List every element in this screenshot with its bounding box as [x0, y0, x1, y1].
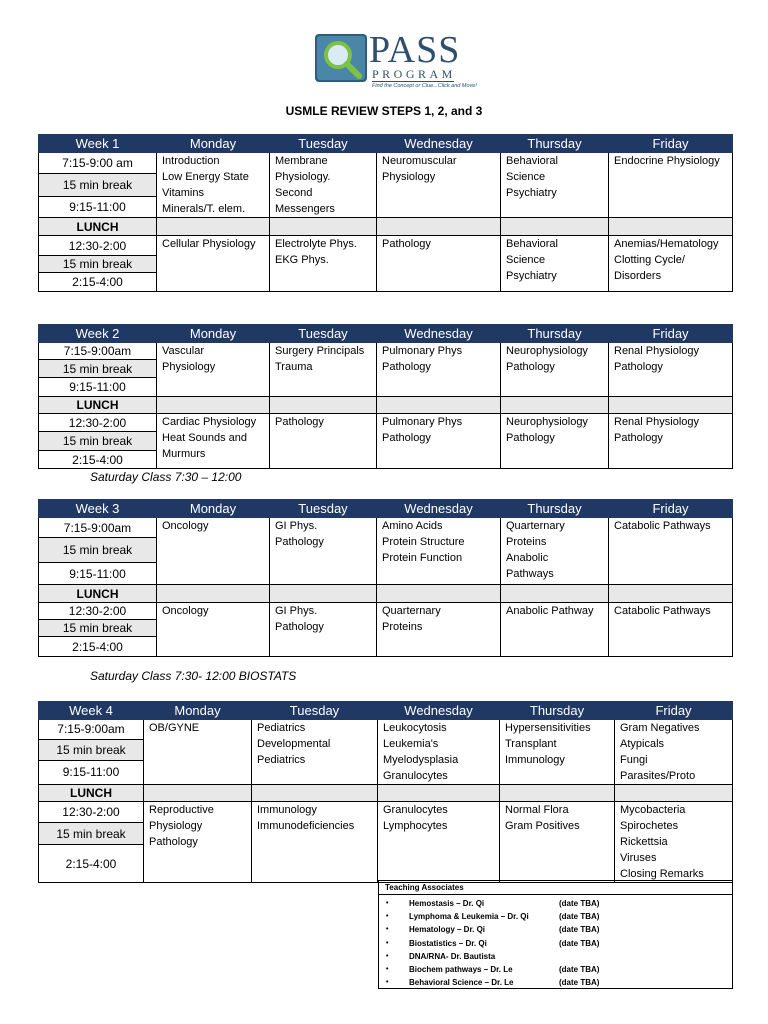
schedule-table-week2: [38, 324, 733, 469]
bullet-icon: •: [386, 952, 389, 960]
day-header: Monday: [157, 135, 270, 153]
time-slot: 9:15-11:00: [39, 197, 157, 218]
time-slot: 12:30-2:00: [39, 603, 157, 620]
teaching-associates-box: [378, 880, 733, 989]
lunch-cell: [377, 218, 501, 236]
schedule-table-week1: [38, 134, 733, 292]
day-header: Tuesday: [270, 135, 377, 153]
bullet-icon: •: [386, 913, 389, 921]
day-header: Wednesday: [378, 702, 500, 720]
week-label: Week 4: [39, 702, 144, 720]
time-slot: 9:15-11:00: [39, 378, 157, 397]
session-cell: OB/GYNE: [144, 720, 252, 785]
session-cell: Catabolic Pathways: [609, 518, 733, 585]
time-slot: 12:30-2:00: [39, 414, 157, 432]
lunch-cell: [377, 397, 501, 414]
session-cell: Pulmonary Phys Pathology: [377, 343, 501, 397]
bullet-icon: •: [386, 900, 389, 907]
table-header-row: [39, 325, 733, 343]
logo-program: PROGRAM: [372, 67, 456, 81]
session-cell: Pathology: [377, 236, 501, 292]
teaching-associates-list: [379, 897, 732, 989]
time-slot: 15 min break: [39, 256, 157, 273]
time-slot: 7:15-9:00am: [39, 720, 144, 740]
time-slot: 15 min break: [39, 360, 157, 378]
time-slot: 7:15-9:00am: [39, 518, 157, 538]
list-item: [379, 910, 732, 923]
session-cell: Behavioral Science Psychiatry: [501, 153, 609, 218]
associate-name: Hemostasis – Dr. Qi: [409, 899, 485, 908]
day-header: Tuesday: [252, 702, 378, 720]
lunch-cell: [144, 785, 252, 802]
session-cell: Normal Flora Gram Positives: [500, 802, 615, 883]
session-cell: Granulocytes Lymphocytes: [378, 802, 500, 883]
magnifier-logo-icon: [315, 34, 367, 82]
session-cell: Gram Negatives Atypicals Fungi Parasites/Proto: [615, 720, 733, 785]
time-slot: LUNCH: [39, 585, 157, 603]
table-row: [39, 518, 733, 538]
associate-name: Biostatistics – Dr. Qi: [409, 938, 487, 948]
logo-brand: PASS: [369, 29, 461, 71]
session-cell: Anabolic Pathway: [501, 603, 609, 657]
session-cell: Oncology: [157, 603, 270, 657]
day-header: Wednesday: [377, 325, 501, 343]
list-item: [379, 950, 732, 963]
table-row: [39, 343, 733, 360]
lunch-cell: [501, 218, 609, 236]
bullet-icon: •: [386, 926, 389, 934]
table-header-row: [39, 500, 733, 518]
day-header: Monday: [157, 325, 270, 343]
lunch-cell: [609, 585, 733, 603]
list-item: [379, 963, 732, 976]
time-slot: LUNCH: [39, 397, 157, 414]
day-header: Tuesday: [270, 325, 377, 343]
table-row: [39, 603, 733, 620]
day-header: Thursday: [500, 702, 615, 720]
lunch-cell: [378, 785, 500, 802]
table-row: [39, 153, 733, 174]
table-row: [39, 397, 733, 414]
session-cell: Cellular Physiology: [157, 236, 270, 292]
schedule-table-week3: [38, 499, 733, 657]
lunch-cell: [157, 585, 270, 603]
time-slot: 15 min break: [39, 620, 157, 637]
time-slot: 9:15-11:00: [39, 760, 144, 784]
session-cell: Cardiac Physiology Heat Sounds and Murmurs: [157, 414, 270, 469]
saturday-class-note-week3: Saturday Class 7:30- 12:00 BIOSTATS: [90, 669, 297, 683]
table-row: [39, 802, 733, 823]
time-slot: 9:15-11:00: [39, 563, 157, 585]
time-slot: 2:15-4:00: [39, 451, 157, 469]
page-title: USMLE REVIEW STEPS 1, 2, and 3: [285, 104, 483, 118]
day-header: Wednesday: [377, 135, 501, 153]
session-cell: Neurophysiology Pathology: [501, 343, 609, 397]
lunch-cell: [252, 785, 378, 802]
day-header: Friday: [609, 500, 733, 518]
time-slot: 15 min break: [39, 823, 144, 845]
time-slot: LUNCH: [39, 218, 157, 236]
session-cell: Neurophysiology Pathology: [501, 414, 609, 469]
lunch-cell: [501, 397, 609, 414]
session-cell: Renal Physiology Pathology: [609, 414, 733, 469]
day-header: Monday: [144, 702, 252, 720]
associate-name: DNA/RNA- Dr. Bautista: [409, 951, 496, 961]
lunch-cell: [609, 397, 733, 414]
time-slot: 15 min break: [39, 538, 157, 563]
day-header: Tuesday: [270, 500, 377, 518]
session-cell: Electrolyte Phys. EKG Phys.: [270, 236, 377, 292]
session-cell: Pulmonary Phys Pathology: [377, 414, 501, 469]
time-slot: 2:15-4:00: [39, 845, 144, 883]
session-cell: Hypersensitivities Transplant Immunology: [500, 720, 615, 785]
lunch-cell: [270, 585, 377, 603]
table-row: [39, 218, 733, 236]
day-header: Thursday: [501, 500, 609, 518]
day-header: Thursday: [501, 135, 609, 153]
list-item: [379, 897, 732, 910]
list-item: [379, 923, 732, 936]
list-item: [379, 976, 732, 989]
lunch-cell: [615, 785, 733, 802]
session-cell: Anemias/Hematology Clotting Cycle/ Disorders: [609, 236, 733, 292]
time-slot: 7:15-9:00 am: [39, 153, 157, 174]
session-cell: Leukocytosis Leukemia's Myelodysplasia Granulocytes: [378, 720, 500, 785]
time-slot: 7:15-9:00am: [39, 343, 157, 360]
session-cell: GI Phys. Pathology: [270, 518, 377, 585]
session-cell: Behavioral Science Psychiatry: [501, 236, 609, 292]
day-header: Wednesday: [377, 500, 501, 518]
time-slot: 15 min break: [39, 432, 157, 451]
session-cell: Catabolic Pathways: [609, 603, 733, 657]
session-cell: Amino Acids Protein Structure Protein Function: [377, 518, 501, 585]
lunch-cell: [609, 218, 733, 236]
session-cell: Introduction Low Energy State Vitamins Minerals/T. elem.: [157, 153, 270, 218]
lunch-cell: [157, 397, 270, 414]
session-cell: Oncology: [157, 518, 270, 585]
session-cell: Reproductive Physiology Pathology: [144, 802, 252, 883]
time-slot: 2:15-4:00: [39, 273, 157, 292]
week-label: Week 1: [39, 135, 157, 153]
associate-date: (date TBA): [559, 938, 600, 948]
lunch-cell: [500, 785, 615, 802]
session-cell: Neuromuscular Physiology: [377, 153, 501, 218]
associate-name: Behavioral Science – Dr. Le: [409, 978, 514, 988]
session-cell: Quarternary Proteins Anabolic Pathways: [501, 518, 609, 585]
lunch-cell: [157, 218, 270, 236]
week-label: Week 2: [39, 325, 157, 343]
logo-tagline: Find the Concept or Clue...Click and Move!: [372, 83, 477, 89]
session-cell: Membrane Physiology. Second Messengers: [270, 153, 377, 218]
associate-date: (date TBA): [559, 964, 600, 974]
day-header: Monday: [157, 500, 270, 518]
session-cell: Surgery Principals Trauma: [270, 343, 377, 397]
teaching-associates-header: Teaching Associates: [379, 881, 732, 895]
lunch-cell: [377, 585, 501, 603]
session-cell: Endocrine Physiology: [609, 153, 733, 218]
session-cell: Quarternary Proteins: [377, 603, 501, 657]
table-row: [39, 720, 733, 740]
pass-program-logo: [315, 29, 477, 93]
associate-name: Hematology – Dr. Qi: [409, 925, 486, 935]
table-header-row: [39, 702, 733, 720]
time-slot: 15 min break: [39, 173, 157, 197]
bullet-icon: •: [386, 965, 389, 973]
table-row: [39, 236, 733, 256]
table-row: [39, 785, 733, 802]
lunch-cell: [270, 218, 377, 236]
session-cell: Renal Physiology Pathology: [609, 343, 733, 397]
saturday-class-note-week2: Saturday Class 7:30 – 12:00: [90, 470, 242, 484]
logo-underline: [372, 81, 454, 82]
session-cell: Vascular Physiology: [157, 343, 270, 397]
table-row: [39, 414, 733, 432]
time-slot: 2:15-4:00: [39, 637, 157, 657]
lunch-cell: [501, 585, 609, 603]
associate-date: (date TBA): [559, 925, 600, 935]
table-header-row: [39, 135, 733, 153]
day-header: Friday: [615, 702, 733, 720]
day-header: Friday: [609, 325, 733, 343]
session-cell: GI Phys. Pathology: [270, 603, 377, 657]
session-cell: Pathology: [270, 414, 377, 469]
time-slot: 15 min break: [39, 739, 144, 760]
associate-date: (date TBA): [559, 912, 600, 922]
associate-name: Biochem pathways – Dr. Le: [409, 964, 513, 974]
day-header: Friday: [609, 135, 733, 153]
day-header: Thursday: [501, 325, 609, 343]
session-cell: Mycobacteria Spirochetes Rickettsia Viruses Closing Remarks: [615, 802, 733, 883]
bullet-icon: •: [386, 979, 389, 987]
schedule-table-week4: [38, 701, 733, 883]
associate-name: Lymphoma & Leukemia – Dr. Qi: [409, 912, 529, 922]
session-cell: Immunology Immunodeficiencies: [252, 802, 378, 883]
lunch-cell: [270, 397, 377, 414]
associate-date: (date TBA): [559, 978, 600, 988]
time-slot: 12:30-2:00: [39, 802, 144, 823]
list-item: [379, 937, 732, 950]
bullet-icon: •: [386, 939, 389, 947]
session-cell: Pediatrics Developmental Pediatrics: [252, 720, 378, 785]
time-slot: 12:30-2:00: [39, 236, 157, 256]
table-row: [39, 585, 733, 603]
time-slot: LUNCH: [39, 785, 144, 802]
week-label: Week 3: [39, 500, 157, 518]
associate-date: (date TBA): [559, 899, 600, 908]
